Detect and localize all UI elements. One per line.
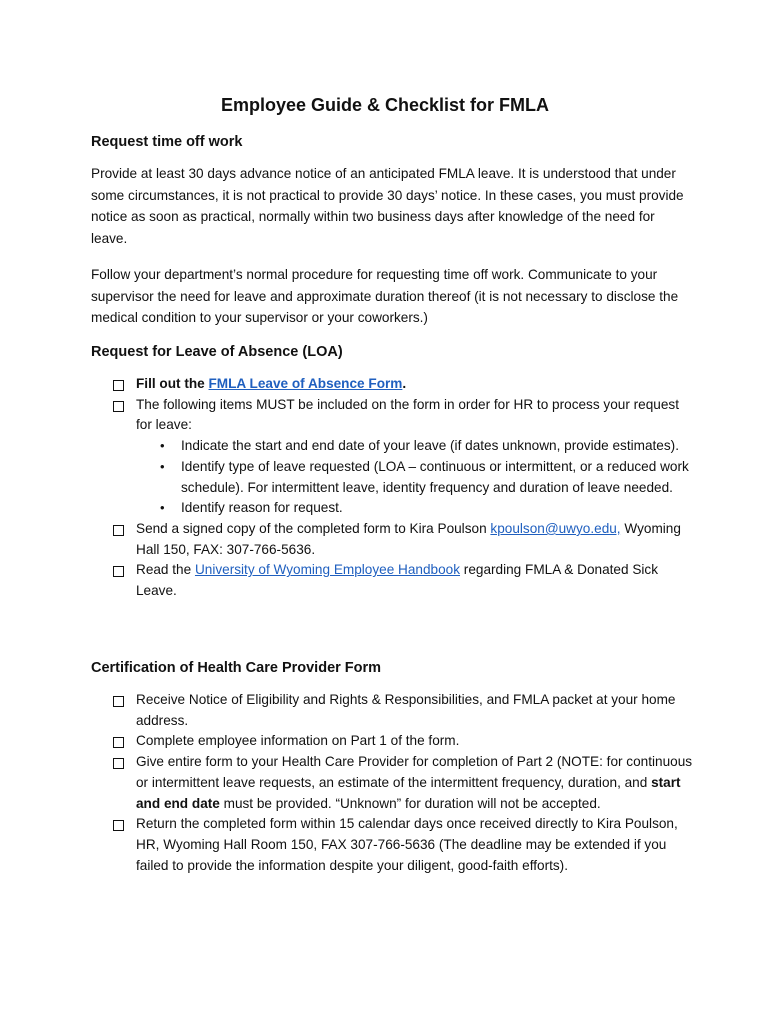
item-text-suffix: Wyoming Hall 150, FAX: 307-766-5636. [136,520,681,557]
item-text: Send a signed copy of the completed form to Kira Poulson [136,520,491,536]
checklist-item-fill-form [113,374,693,395]
bullet-text: Identify type of leave requested (LOA – continuous or intermittent, or a reduced work schedule). For intermittent leave, identity frequency and duration of leave needed. [181,458,689,495]
checkbox[interactable] [113,525,124,536]
checklist-item-give-provider [113,752,693,814]
bullet-icon: • [160,438,165,454]
required-items-list [136,436,693,519]
bullet-item-dates [136,436,693,457]
bullet-text: Identify reason for request. [181,500,343,516]
checklist-item-receive-notice [113,690,693,731]
checkbox[interactable] [113,737,124,748]
item-text-suffix: must be provided. “Unknown” for duration will not be accepted. [219,795,601,811]
item-text: Fill out the [136,376,209,391]
item-text: Give entire form to your Health Care Provider for completion of Part 2 (NOTE: for continuous or intermittent leave requests, an estimate of the intermittent frequency, duration, and [136,754,693,790]
item-text-bold: start and end date [136,774,681,811]
item-text-suffix: regarding FMLA & Donated Sick Leave. [136,562,658,599]
checklist-item-complete-part1 [113,731,693,752]
bullet-icon: • [160,458,165,474]
handbook-link[interactable]: University of Wyoming Employee Handbook [194,562,461,578]
certification-checklist [113,690,693,876]
checkbox[interactable] [113,566,124,577]
item-text: The following items MUST be included on the form in order for HR to process your request for leave: [136,396,679,433]
item-text: Return the completed form within 15 calendar days once received directly to Kira Poulson, HR, Wyoming Hall Room 150, FAX 307-766-5636 (The deadline may be extended if you failed to provide the information despite your diligent, good-faith efforts). [136,816,678,873]
section-heading-request-time-off: Request time off work [91,134,243,150]
loa-checklist [113,374,693,602]
bullet-item-reason [136,498,693,519]
paragraph-department-procedure: Follow your department’s normal procedure for requesting time off work. Communicate to your supervisor the need for leave and approximate duration thereof (it is not necessary to disclose the medical condition to your supervisor or your coworkers.) [91,267,679,325]
checklist-item-read-handbook [113,560,693,601]
checkbox[interactable] [113,758,124,769]
checklist-item-required-items [113,395,693,519]
fmla-leave-form-link[interactable]: FMLA Leave of Absence Form [208,376,403,391]
item-text-suffix: . [402,376,407,391]
bullet-text: Indicate the start and end date of your leave (if dates unknown, provide estimates). [181,438,679,454]
bullet-item-leave-type [136,457,693,498]
checkbox[interactable] [113,401,124,412]
item-text: Complete employee information on Part 1 of the form. [136,733,460,749]
item-text: Read the [136,562,195,578]
section-heading-certification: Certification of Health Care Provider Form [91,660,382,676]
checkbox[interactable] [113,696,124,707]
paragraph-advance-notice: Provide at least 30 days advance notice of an anticipated FMLA leave. It is understood that under some circumstances, it is not practical to provide 30 days’ notice. In these cases, you must provide notice as soon as practical, normally within two business days after knowledge of the need for leave. [91,166,684,246]
email-link[interactable]: kpoulson@uwyo.edu, [490,520,621,536]
checkbox[interactable] [113,820,124,831]
checkbox[interactable] [113,380,124,391]
page-title: Employee Guide & Checklist for FMLA [220,95,550,115]
bullet-icon: • [160,500,165,516]
item-text: Receive Notice of Eligibility and Rights & Responsibilities, and FMLA packet at your home address. [136,692,676,728]
section-heading-loa: Request for Leave of Absence (LOA) [91,344,343,360]
checklist-item-send-form [113,519,693,560]
checklist-item-return-form [113,814,693,876]
